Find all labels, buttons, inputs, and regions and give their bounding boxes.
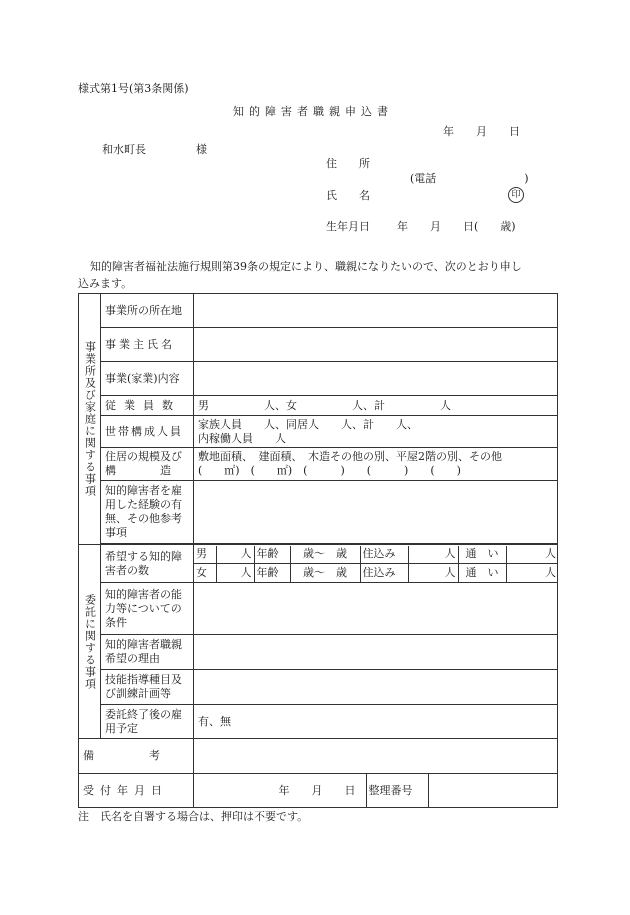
section2-heading: 委託に関する事項 — [79, 545, 101, 739]
female-age-label: 年齢 — [254, 564, 290, 582]
female-commute-unit: 人 — [506, 564, 558, 582]
household-value-line2: 内稼働人員 人 — [198, 431, 286, 445]
employees-field[interactable]: 男 人、女 人、計 人 — [194, 396, 558, 416]
training-field[interactable] — [194, 670, 558, 705]
female-persons-unit: 人 — [216, 564, 254, 582]
reference-number-field[interactable] — [428, 774, 558, 807]
addressee: 和水町長 — [102, 143, 146, 156]
reason-label: 知的障害者職親希望の理由 — [101, 635, 194, 670]
remarks-label: 備 考 — [79, 739, 194, 774]
post-plan-label: 委託終了後の雇用予定 — [101, 705, 194, 739]
section1-heading: 事業所及び家庭に関する事項 — [79, 294, 101, 545]
female-age-range: 歳～ 歳 — [290, 564, 360, 582]
reception-date-field[interactable] — [194, 774, 558, 808]
female-live-in-unit: 人 — [408, 564, 458, 582]
birth-format: 年 月 日( 歳) — [397, 220, 516, 233]
post-plan-field[interactable]: 有、無 — [194, 705, 558, 739]
housing-value-line1: 敷地面積、 建面積、 木造その他の別、平屋2階の別、その他 — [198, 450, 502, 463]
ability-label: 知的障害者の能力等についての条件 — [101, 583, 194, 635]
household-label: 世帯構成人員 — [101, 416, 194, 448]
male-age-label: 年齢 — [254, 546, 290, 564]
remarks-field[interactable] — [194, 739, 558, 774]
reception-date-label: 受付年月日 — [79, 774, 194, 808]
male-persons-unit: 人 — [216, 546, 254, 564]
location-field[interactable] — [194, 294, 558, 328]
housing-field[interactable] — [194, 448, 558, 481]
intro-text-line2: 込みます。 — [78, 277, 133, 290]
housing-label — [101, 448, 194, 481]
household-value-line1: 家族人員 人、同居人 人、計 人、 — [198, 417, 418, 431]
date-line: 年 月 日 — [443, 125, 520, 138]
name-label: 氏 名 — [326, 189, 370, 202]
housing-value-line2: ( ㎡) ( ㎡) ( ) ( ) ( ) — [198, 464, 461, 477]
footnote: 注 氏名を自署する場合は、押印は不要です。 — [78, 810, 309, 823]
employees-label: 従業員数 — [101, 396, 194, 416]
housing-label-line2: 構 造 — [105, 464, 171, 477]
owner-field[interactable] — [194, 328, 558, 362]
phone-label: (電話 ) — [410, 172, 529, 185]
experience-field[interactable] — [194, 481, 558, 544]
reference-number-label: 整理番号 — [366, 774, 428, 807]
training-label: 技能指導種目及び訓練計画等 — [101, 670, 194, 705]
female-commute-label: 通 い — [458, 564, 506, 582]
birth-label: 生年月日 — [326, 220, 370, 233]
form-number: 様式第1号(第3条関係) — [78, 82, 189, 95]
male-live-in-unit: 人 — [408, 546, 458, 564]
reception-date-format: 年 月 日 — [278, 783, 356, 797]
household-field[interactable] — [194, 416, 558, 448]
business-field[interactable] — [194, 362, 558, 396]
male-commute-unit: 人 — [506, 546, 558, 564]
housing-label-line1: 住居の規模及び — [105, 450, 182, 463]
owner-label: 事業主氏名 — [101, 328, 194, 362]
addressee-suffix: 様 — [196, 143, 207, 156]
address-label: 住 所 — [326, 157, 370, 170]
location-label: 事業所の所在地 — [101, 294, 194, 328]
female-label: 女 — [196, 565, 207, 579]
ability-field[interactable] — [194, 583, 558, 635]
page-title: 知的障害者職親申込書 — [233, 105, 393, 118]
female-live-in-label: 住込み — [360, 564, 408, 582]
business-label: 事業(家業)内容 — [101, 362, 194, 396]
desired-count-field[interactable] — [194, 545, 558, 583]
male-commute-label: 通 い — [458, 546, 506, 564]
intro-text-line1: 知的障害者福祉法施行規則第39条の規定により、職親になりたいので、次のとおり申し — [90, 260, 522, 273]
desired-count-label: 希望する知的障害者の数 — [101, 545, 194, 583]
male-age-range: 歳～ 歳 — [290, 546, 360, 564]
application-form-table — [78, 293, 558, 808]
seal-mark: 印 — [508, 187, 524, 203]
experience-label: 知的障害者を雇用した経験の有無、その他参考事項 — [101, 481, 194, 544]
reason-field[interactable] — [194, 635, 558, 670]
male-label: 男 — [196, 547, 207, 561]
male-live-in-label: 住込み — [360, 546, 408, 564]
